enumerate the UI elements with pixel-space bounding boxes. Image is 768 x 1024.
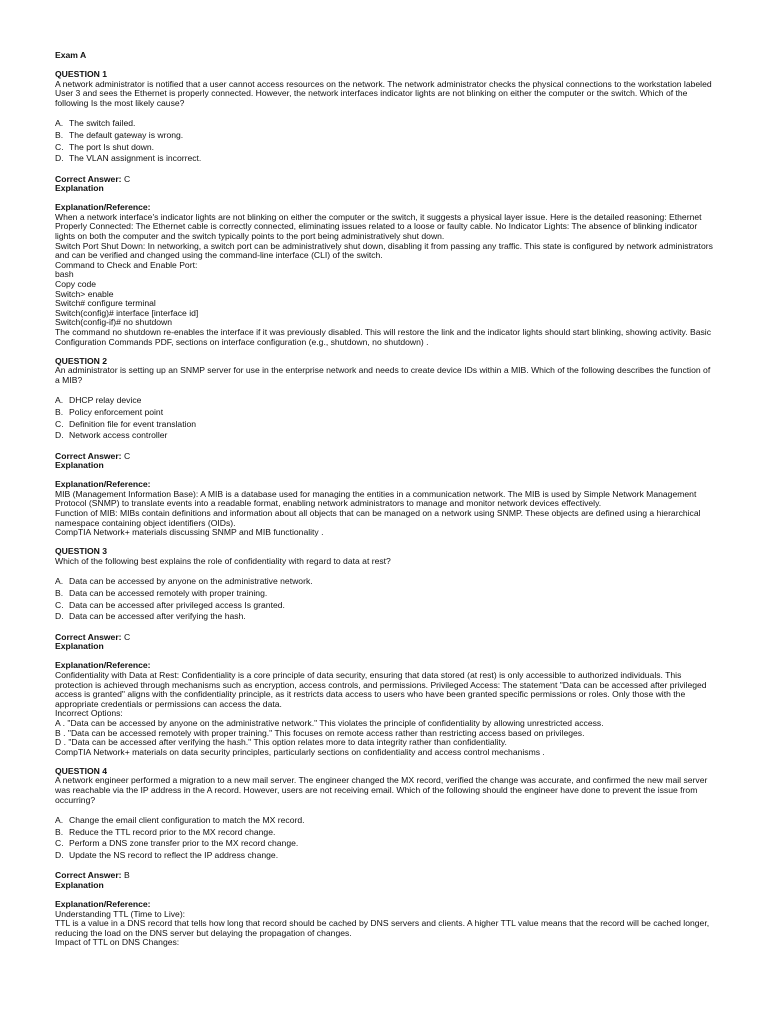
explanation-paragraph: MIB (Management Information Base): A MIB is a database used for managing the entities in a communication network. The MIB is used by Simple Network Management Protocol (SNMP) to translate events into a readable format, enabling network administrators to manage and monitor network devices effectively.	[55, 488, 697, 509]
explanation-paragraph: B . "Data can be accessed remotely with proper training." This focuses on remote access rather than restricting access based on privileges.	[55, 727, 585, 738]
option-text: Data can be accessed after privileged access Is granted.	[69, 599, 285, 610]
option-letter: A.	[55, 395, 64, 406]
reference-heading: Explanation/Reference:	[55, 898, 151, 909]
explanation-paragraph: CompTIA Network+ materials discussing SNMP and MIB functionality .	[55, 527, 324, 538]
option-text: Update the NS record to reflect the IP address change.	[69, 849, 279, 860]
explanation-paragraph: Confidentiality with Data at Rest: Confidentiality is a core principle of data security, ensuring that data stored (at rest) is only accessible to authorized individuals. This protection is achieved through mechanisms such as encryption, access controls, and permissions. Privileged Access: The statement "Data can be accessed after privileged access is granted" aligns with the confidentiality principle, as it restricts data access to users who have been granted specific permissions or roles. Only those with the appropriate credentials or permissions can access the data.	[55, 669, 707, 709]
reference-heading: Explanation/Reference:	[55, 660, 151, 671]
explanation-paragraph: Incorrect Options:	[55, 708, 123, 719]
option-letter: B.	[55, 406, 64, 417]
option-text: The default gateway is wrong.	[69, 129, 184, 140]
option-letter: C.	[55, 599, 64, 610]
option-letter: A.	[55, 576, 64, 587]
reference-heading: Explanation/Reference:	[55, 202, 151, 213]
explanation-heading: Explanation	[55, 183, 104, 194]
option-item	[55, 850, 715, 862]
answer-label: Correct Answer:	[55, 631, 122, 642]
option-text: Data can be accessed remotely with proper training.	[69, 587, 268, 598]
option-letter: D.	[55, 153, 64, 164]
option-text: The port Is shut down.	[69, 141, 155, 152]
question-title: QUESTION 4	[55, 765, 108, 776]
explanation-paragraph: Switch(config-if)# no shutdown	[55, 317, 173, 328]
answer-label: Correct Answer:	[55, 173, 122, 184]
answer-value: C	[123, 173, 131, 184]
options-list	[55, 815, 715, 862]
option-text: The VLAN assignment is incorrect.	[69, 153, 202, 164]
question-text: Which of the following best explains the role of confidentiality with regard to data at rest?	[55, 556, 391, 567]
option-letter: A.	[55, 118, 64, 129]
option-letter: D.	[55, 849, 64, 860]
option-letter: B.	[55, 587, 64, 598]
question-title: QUESTION 2	[55, 355, 108, 366]
explanation-paragraph: Switch> enable	[55, 288, 114, 299]
option-text: Reduce the TTL record prior to the MX record change.	[69, 826, 276, 837]
explanation-paragraph: TTL is a value in a DNS record that tells how long that record should be cached by DNS servers and clients. A higher TTL value means that the record will be cached longer, reducing the load on the DNS server but delaying the propagation of changes.	[55, 918, 710, 938]
question-text: A network engineer performed a migration to a new mail server. The engineer changed the MX record, verified the change was accurate, and confirmed the new mail server was reachable via the IP address in the A record. However, users are not receiving email. Which of the following should the engineer have done to prevent the issue from occurring?	[55, 775, 708, 805]
answer-value: B	[123, 870, 130, 881]
explanation-paragraph: A . "Data can be accessed by anyone on the administrative network." This violates the principle of confidentiality by allowing unrestricted access.	[55, 717, 604, 728]
option-item	[55, 153, 715, 165]
question-text: An administrator is setting up an SNMP server for use in the enterprise network and needs to create device IDs within a MIB. Which of the following describes the function of a MIB?	[55, 365, 711, 385]
option-item	[55, 407, 715, 419]
explanation-paragraph: Understanding TTL (Time to Live):	[55, 908, 186, 919]
explanation-paragraph: Function of MIB: MIBs contain definitions and information about all objects that can be managed on a network using SNMP. These objects are defined using a hierarchical namespace containing object identifiers (OIDs).	[55, 508, 701, 528]
correct-answer	[55, 871, 715, 881]
explanation-heading: Explanation	[55, 879, 104, 890]
question-title: QUESTION 3	[55, 546, 108, 557]
correct-answer	[55, 452, 715, 462]
explanation-paragraph: When a network interface's indicator lights are not blinking on either the computer or the switch, it suggests a physical layer issue. Here is the detailed reasoning: Ethernet Properly Connected: The Ethernet cable is correctly connected, eliminating issues related to a loose or faulty cable. No Indicator Lights: The absence of blinking indicator lights on both the computer and the switch typically points to the port being administratively shut down.	[55, 211, 702, 242]
option-text: Change the email client configuration to match the MX record.	[69, 814, 305, 825]
explanation-paragraph: D . "Data can be accessed after verifying the hash." This option relates more to data integrity rather than confidentiality.	[55, 737, 507, 748]
option-text: The switch failed.	[69, 118, 136, 129]
question-block	[55, 70, 715, 357]
explanation-paragraph: Switch Port Shut Down: In networking, a switch port can be administratively shut down, disabling it from passing any traffic. This state is configured by network administrators and can be verified and changed using the command-line interface (CLI) of the switch.	[55, 240, 713, 261]
explanation-paragraph: Switch# configure terminal	[55, 298, 156, 309]
explanation-paragraph: CompTIA Network+ materials on data security principles, particularly sections on confidentiality and access control mechanisms .	[55, 746, 545, 757]
option-item	[55, 600, 715, 612]
option-item	[55, 815, 715, 827]
option-text: DHCP relay device	[69, 395, 142, 406]
options-list	[55, 395, 715, 442]
question-block	[55, 767, 715, 948]
question-block	[55, 547, 715, 766]
correct-answer	[55, 633, 715, 643]
explanation-paragraph: Switch(config)# interface [interface id]	[55, 307, 199, 318]
option-letter: C.	[55, 838, 64, 849]
option-item	[55, 827, 715, 839]
option-text: Policy enforcement point	[69, 406, 164, 417]
explanation-heading: Explanation	[55, 460, 104, 471]
explanation-heading: Explanation	[55, 641, 104, 652]
explanation-paragraph: Impact of TTL on DNS Changes:	[55, 937, 180, 948]
document-page	[55, 51, 715, 948]
answer-value: C	[123, 631, 131, 642]
option-text: Network access controller	[69, 430, 168, 441]
option-letter: B.	[55, 826, 64, 837]
option-item	[55, 118, 715, 130]
option-text: Data can be accessed after verifying the hash.	[69, 611, 246, 622]
option-item	[55, 395, 715, 407]
explanation-paragraph: Copy code	[55, 279, 97, 290]
option-item	[55, 576, 715, 588]
option-letter: A.	[55, 814, 64, 825]
option-letter: D.	[55, 430, 64, 441]
option-letter: D.	[55, 611, 64, 622]
option-letter: C.	[55, 141, 64, 152]
answer-value: C	[123, 450, 131, 461]
question-title: QUESTION 1	[55, 69, 108, 80]
option-item	[55, 430, 715, 442]
correct-answer	[55, 175, 715, 185]
option-item	[55, 142, 715, 154]
question-list	[55, 70, 715, 948]
options-list	[55, 576, 715, 623]
reference-heading: Explanation/Reference:	[55, 479, 151, 490]
options-list	[55, 118, 715, 165]
answer-label: Correct Answer:	[55, 870, 122, 881]
answer-label: Correct Answer:	[55, 450, 122, 461]
question-block	[55, 357, 715, 548]
option-item	[55, 130, 715, 142]
exam-title: Exam A	[55, 50, 87, 60]
explanation-paragraph: bash	[55, 269, 74, 280]
option-letter: B.	[55, 129, 64, 140]
question-text: A network administrator is notified that a user cannot access resources on the network. The network administrator checks the physical connections to the workstation labeled User 3 and sees the Ethernet is properly connected. However, the network interfaces indicator lights are not blinking on either the computer or the switch. Which of the following Is the most likely cause?	[55, 78, 712, 108]
explanation-paragraph: Command to Check and Enable Port:	[55, 259, 198, 270]
explanation-paragraph: The command no shutdown re-enables the interface if it was previously disabled. This will restore the link and the indicator lights should start blinking, showing activity. Basic Configuration Commands PDF, sections on interface configuration (e.g., shutdown, no shutdown) .	[55, 327, 711, 347]
option-letter: C.	[55, 418, 64, 429]
option-item	[55, 588, 715, 600]
option-item	[55, 419, 715, 431]
option-text: Perform a DNS zone transfer prior to the MX record change.	[69, 838, 299, 849]
option-text: Data can be accessed by anyone on the administrative network.	[69, 576, 313, 587]
option-item	[55, 611, 715, 623]
option-item	[55, 838, 715, 850]
option-text: Definition file for event translation	[69, 418, 197, 429]
